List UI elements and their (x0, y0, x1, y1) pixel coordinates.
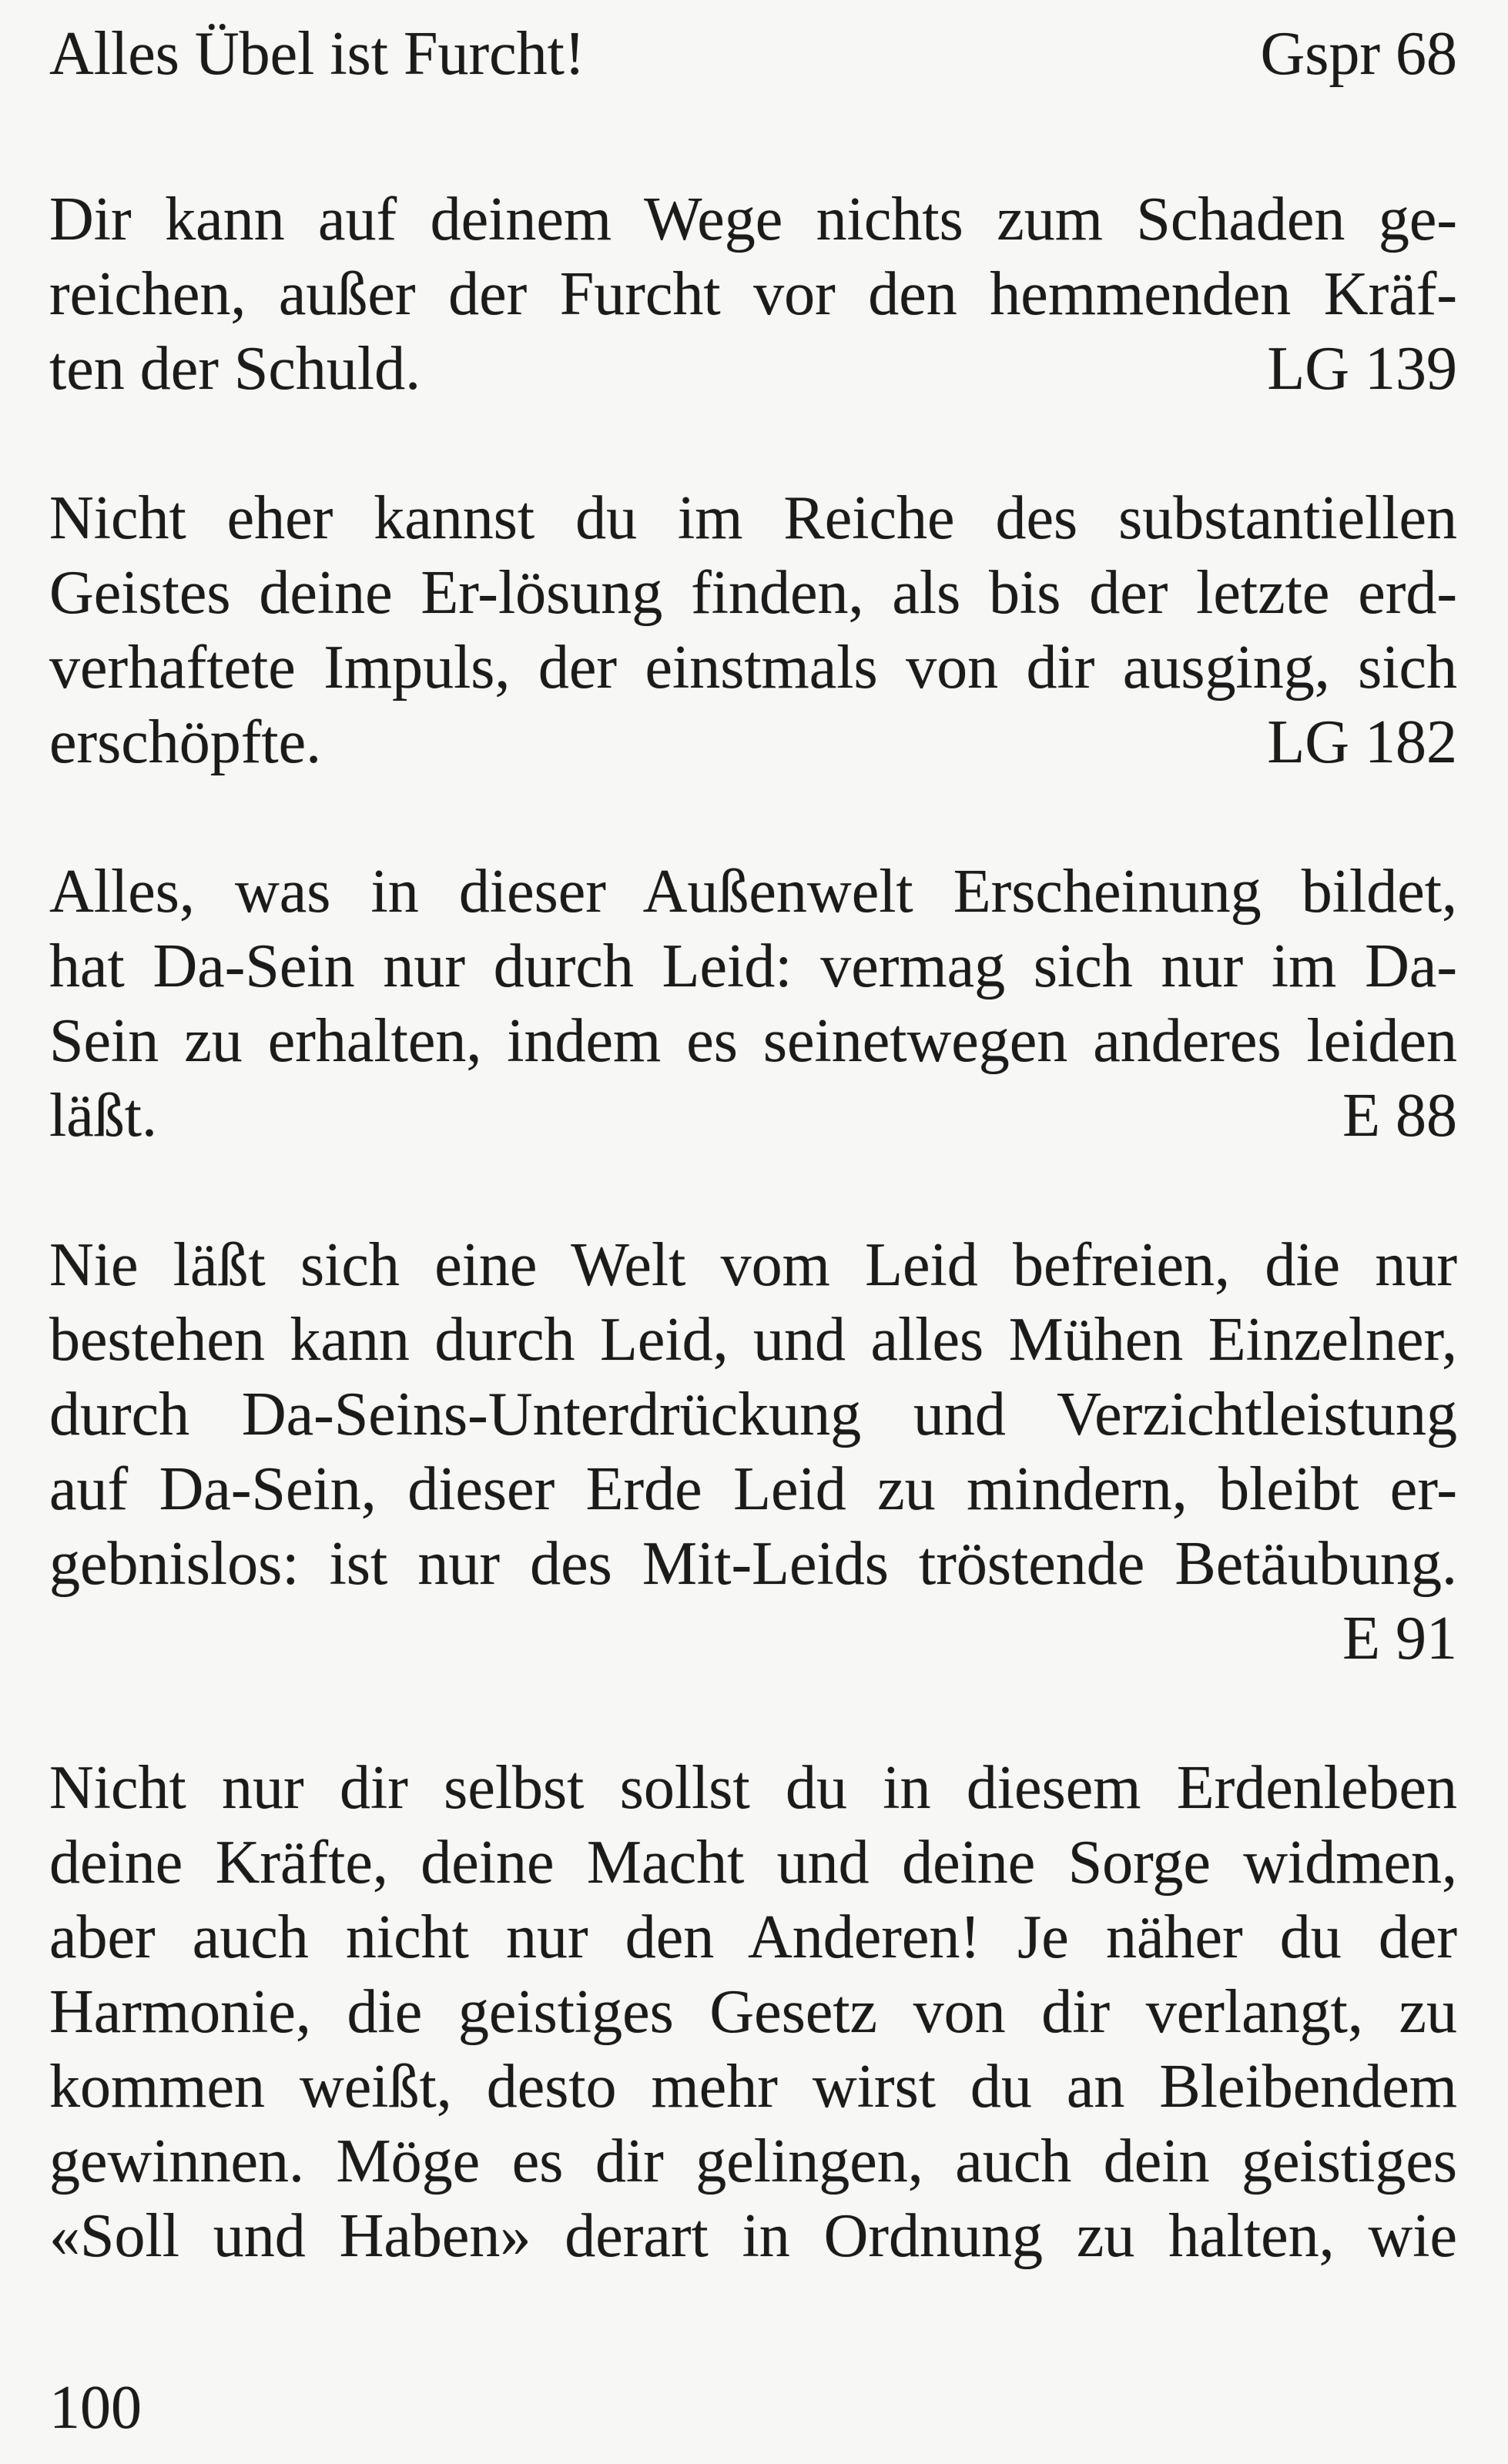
paragraph (49, 1228, 1457, 1676)
text-line: bestehen kann durch Leid, und alles Mühen Einzelner, (49, 1306, 1457, 1374)
text-line (49, 1602, 1457, 1676)
text-line: Nie läßt sich eine Welt vom Leid befreien, die nur (49, 1231, 1457, 1299)
text-line: aber auch nicht nur den Anderen! Je näher du der (49, 1903, 1457, 1971)
running-header (49, 17, 1457, 92)
paragraphs (49, 182, 1457, 2274)
text-line: Sein zu erhalten, indem es seinetwegen anderes leiden (49, 1007, 1457, 1075)
line-text: erschöpfte. (49, 708, 322, 776)
paragraph (49, 481, 1457, 780)
page-number: 100 (49, 2374, 142, 2442)
text-line: Nicht eher kannst du im Reiche des substantiellen (49, 484, 1457, 552)
text-line: gebnislos: ist nur des Mit-Leids tröstende Betäubung. (49, 1530, 1457, 1598)
text-line: auf Da-Sein, dieser Erde Leid zu mindern, bleibt er- (49, 1455, 1457, 1523)
source-reference: E 91 (1342, 1605, 1457, 1672)
text-line: verhaftete Impuls, der einstmals von dir ausging, sich (49, 634, 1457, 701)
source-reference: E 88 (1342, 1082, 1457, 1150)
paragraph (49, 855, 1457, 1153)
text-line: «Soll und Haben» derart in Ordnung zu halten, wie (49, 2202, 1457, 2270)
text-line: Dir kann auf deinem Wege nichts zum Schaden ge- (49, 186, 1457, 253)
text-line: gewinnen. Möge es dir gelingen, auch dein geistiges (49, 2128, 1457, 2195)
source-reference: LG 182 (1267, 708, 1457, 776)
paragraph (49, 1751, 1457, 2274)
text-line: durch Da-Seins-Unterdrückung und Verzichtleistung (49, 1381, 1457, 1448)
chapter-title: Alles Übel ist Furcht! (49, 20, 585, 88)
text-line: Nicht nur dir selbst sollst du in diesem Erdenleben (49, 1754, 1457, 1822)
text-line: reichen, außer der Furcht vor den hemmenden Kräf- (49, 260, 1457, 328)
text-line: Alles, was in dieser Außenwelt Erscheinung bildet, (49, 858, 1457, 926)
paragraph (49, 182, 1457, 407)
source-reference: LG 139 (1267, 335, 1457, 403)
text-line (49, 1079, 1457, 1153)
line-text: läßt. (49, 1082, 157, 1150)
line-text: ten der Schuld. (49, 335, 421, 403)
text-line (49, 705, 1457, 780)
text-line: Harmonie, die geistiges Gesetz von dir verlangt, zu (49, 1978, 1457, 2046)
text-line: Geistes deine Er-lösung finden, als bis der letzte erd- (49, 559, 1457, 627)
text-line (49, 332, 1457, 407)
text-line: hat Da-Sein nur durch Leid: vermag sich nur im Da- (49, 932, 1457, 1000)
text-line: kommen weißt, desto mehr wirst du an Bleibendem (49, 2053, 1457, 2121)
text-line: deine Kräfte, deine Macht und deine Sorge widmen, (49, 1829, 1457, 1897)
header-locator: Gspr 68 (1260, 20, 1457, 88)
